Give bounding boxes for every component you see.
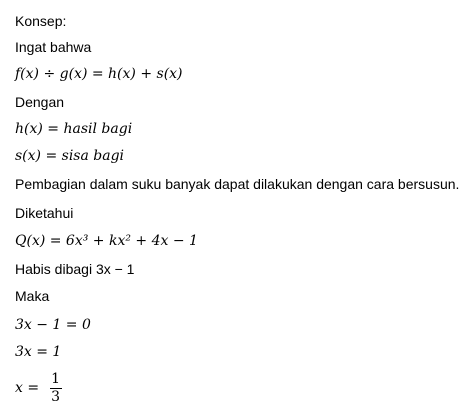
- heading-konsep: Konsep:: [15, 13, 67, 29]
- text-habis-dibagi: Habis dibagi 3x − 1: [15, 261, 135, 277]
- text-ingat-bahwa: Ingat bahwa: [15, 39, 92, 55]
- equation-3x-equals-1: 3x = 1: [15, 344, 62, 360]
- equation-q-of-x: Q(x) = 6x³ + kx² + 4x − 1: [15, 233, 198, 249]
- fraction: [49, 372, 62, 405]
- fraction-numerator: 1: [51, 370, 60, 387]
- text-diketahui: Diketahui: [15, 205, 74, 221]
- fraction-denominator: 3: [51, 388, 60, 405]
- equation-x-equals-fraction: [15, 370, 62, 406]
- fraction-lhs: x =: [15, 380, 40, 396]
- text-maka: Maka: [15, 288, 50, 304]
- equation-division: f(x) ÷ g(x) = h(x) + s(x): [15, 66, 183, 82]
- equation-3x-minus-1: 3x − 1 = 0: [15, 317, 91, 333]
- text-pembagian: Pembagian dalam suku banyak dapat dilakukan dengan cara bersusun.: [15, 176, 460, 192]
- equation-hasil-bagi: h(x) = hasil bagi: [15, 121, 133, 137]
- equation-sisa-bagi: s(x) = sisa bagi: [15, 148, 125, 164]
- text-dengan: Dengan: [15, 94, 65, 110]
